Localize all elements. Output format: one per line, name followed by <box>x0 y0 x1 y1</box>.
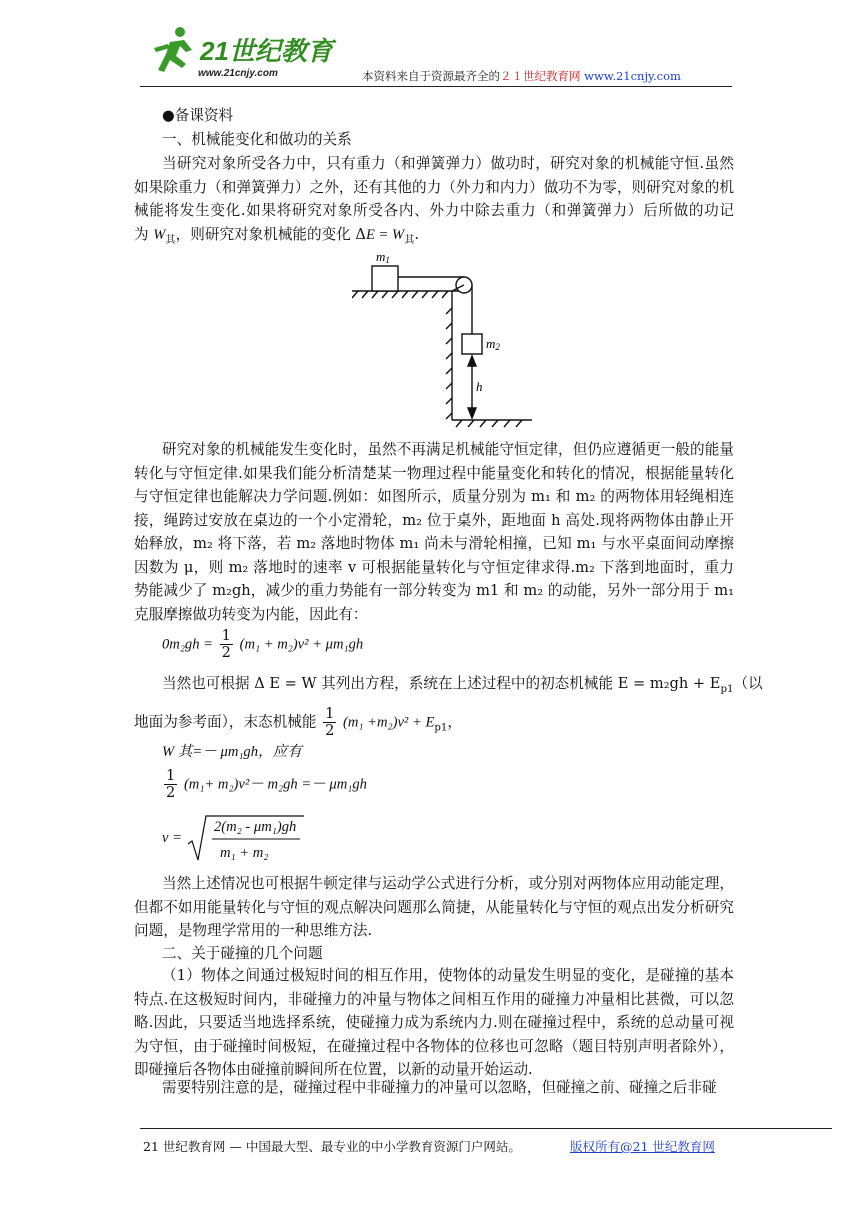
copyright-link[interactable]: 版权所有@21 世纪教育网 <box>570 1139 715 1154</box>
height-arrow-down <box>468 408 476 418</box>
logo-text: 21世纪教育 <box>200 36 333 66</box>
section-heading: ●备课资料 <box>162 107 234 124</box>
fraction-num-3: 1 <box>166 767 176 784</box>
block-m1 <box>372 266 398 291</box>
paragraph-1-mid: ，则研究对象机械能的变化 Δ <box>175 225 366 243</box>
source-note <box>362 68 681 84</box>
footer-divider <box>140 1128 832 1129</box>
section-2-title: 二、关于碰撞的几个问题 <box>162 945 323 962</box>
w-subscript: 其 <box>165 234 176 246</box>
p3-sub2: p1 <box>434 722 448 734</box>
paragraph-2: 研究对象的机械能发生变化时，虽然不再满足机械能守恒定律，但仍应遵循更一般的能量转化与守恒定律.如果我们能分析清楚某一物理过程中能量变化和转化的情况，根据能量转化与守恒定律也能解决力学问题.例如：如图所示，质量分别为 m₁ 和 m₂ 的两物体用轻绳相连接，绳跨过安放在桌边的一个小定滑轮，m₂ 位于桌外，距地面 h 高处.现将两物体由静止开始释放，m₂ 将下落，若 m₂ 落地时物体 m₁ 尚未与滑轮相撞，已知 m₁ 与水平桌面间动摩擦因数为 μ，则 m₂ 落地时的速率 v 可根据能量转化与守恒定律求得.m₂ 下落到地面时，重力势能减少了 m₂gh，减少的重力势能有一部分转变为 m1 和 m₂ 的动能，另外一部分用于 m₁ 克服摩擦做功转变为内能，因此有： <box>134 441 734 623</box>
fraction-den: 2 <box>221 644 231 661</box>
runner-icon <box>154 27 192 72</box>
source-note-url[interactable]: www.21cnjy.com <box>584 69 681 83</box>
paragraph-4: 当然上述情况也可根据牛顿定律与运动学公式进行分析，或分别对两物体应用动能定理，但都不如用能量转化与守恒的观点解决问题那么简捷，从能量转化与守恒的观点出发分析研究问题，是物理学常用的一种思维方法. <box>134 875 734 939</box>
fraction-num-2: 1 <box>325 705 335 722</box>
block-m2 <box>462 334 482 354</box>
paragraph-1 <box>134 152 734 252</box>
paragraph-3-line-2 <box>134 706 462 739</box>
m2-label: m2 <box>486 336 500 352</box>
delta-e-equation: E = W <box>365 226 405 243</box>
h-label: h <box>476 379 483 394</box>
equation-1-rhs: (m₁ + m₂)v² + μm₁gh <box>239 636 364 653</box>
wall-hatching <box>446 308 452 419</box>
sqrt-numerator: 2(m₂ - μm₁)gh <box>214 819 297 835</box>
p3-sub1: p1 <box>720 683 734 695</box>
paragraph-5: （1）物体之间通过极短时间的相互作用，使物体的动量发生明显的变化，是碰撞的基本特点.在这极短时间内，非碰撞力的冲量与物体之间相互作用的碰撞力冲量相比甚微，可以忽略.因此，只要适当地选择系统，使碰撞力成为系统内力.则在碰撞过程中，系统的总动量可视为守恒，由于碰撞时间极短，在碰撞过程中各物体的位移也可忽略（题目特别声明者除外），即碰撞后各物体由碰撞前瞬间所在位置，以新的动量开始运动. <box>134 967 734 1078</box>
equation-2 <box>162 742 302 762</box>
m1-label: m1 <box>376 249 390 265</box>
p3-part1-end: （以 <box>733 675 763 692</box>
site-logo <box>140 22 340 86</box>
fraction-den-2: 2 <box>325 722 335 739</box>
logo-url: www.21cnjy.com <box>198 68 278 79</box>
equation-3 <box>162 768 367 801</box>
equation-1 <box>162 628 363 661</box>
fraction-half-3 <box>164 768 177 801</box>
fraction-half <box>220 628 233 661</box>
source-note-prefix: 本资料来自于资源最齐全的 <box>362 69 500 83</box>
p3-part2: 地面为参考面），末态机械能 <box>134 713 317 731</box>
source-note-site[interactable]: ２１世纪教育网 <box>500 69 581 83</box>
ground-hatching <box>456 420 522 427</box>
footer-text: 21 世纪教育网 — 中国最大型、最专业的中小学教育资源门户网站。 <box>143 1139 521 1154</box>
equation-4-lhs: v = <box>162 830 182 846</box>
delta-e-subscript: 其 <box>404 234 415 246</box>
equation-2-text: W 其=－ μm₁gh，应有 <box>162 744 302 760</box>
p3-part2-rhs: (m₁ +m₂)v² + E <box>343 714 435 731</box>
paragraph-1-end: . <box>414 225 420 243</box>
pulley-diagram <box>352 248 532 428</box>
header-divider <box>140 86 732 87</box>
table-hatching <box>352 291 448 298</box>
paragraph-1-text: 当研究对象所受各力中，只有重力（和弹簧弹力）做功时，研究对象的机械能守恒.虽然如果除重力（和弹簧弹力）之外，还有其他的力（外力和内力）做功不为零，则研究对象的机械能将发生变化.如果将研究对象所受各内、外力中除去重力（和弹簧弹力）后所做的功记为 <box>134 155 734 243</box>
fraction-num: 1 <box>221 627 231 644</box>
p3-part2-end: ， <box>447 713 463 731</box>
w-symbol: W <box>153 226 166 243</box>
fraction-half-2 <box>323 706 336 739</box>
section-1-title: 一、机械能变化和做功的关系 <box>162 131 352 148</box>
sqrt-denominator: m₁ + m₂ <box>220 845 269 861</box>
fraction-den-3: 2 <box>166 784 176 801</box>
equation-1-lhs: 0m₂gh = <box>162 636 213 653</box>
equation-3-rhs: (m₁+ m₂)v²－ m₂gh =－ μm₁gh <box>183 776 367 793</box>
paragraph-6: 需要特别注意的是，碰撞过程中非碰撞力的冲量可以忽略，但碰撞之前、碰撞之后非碰 <box>162 1079 717 1096</box>
p3-part1: 当然也可根据 Δ E = W 其列出方程，系统在上述过程中的初态机械能 E = m₂gh + E <box>162 675 721 692</box>
paragraph-3-line-1 <box>162 674 763 700</box>
height-arrow-up <box>468 356 476 366</box>
